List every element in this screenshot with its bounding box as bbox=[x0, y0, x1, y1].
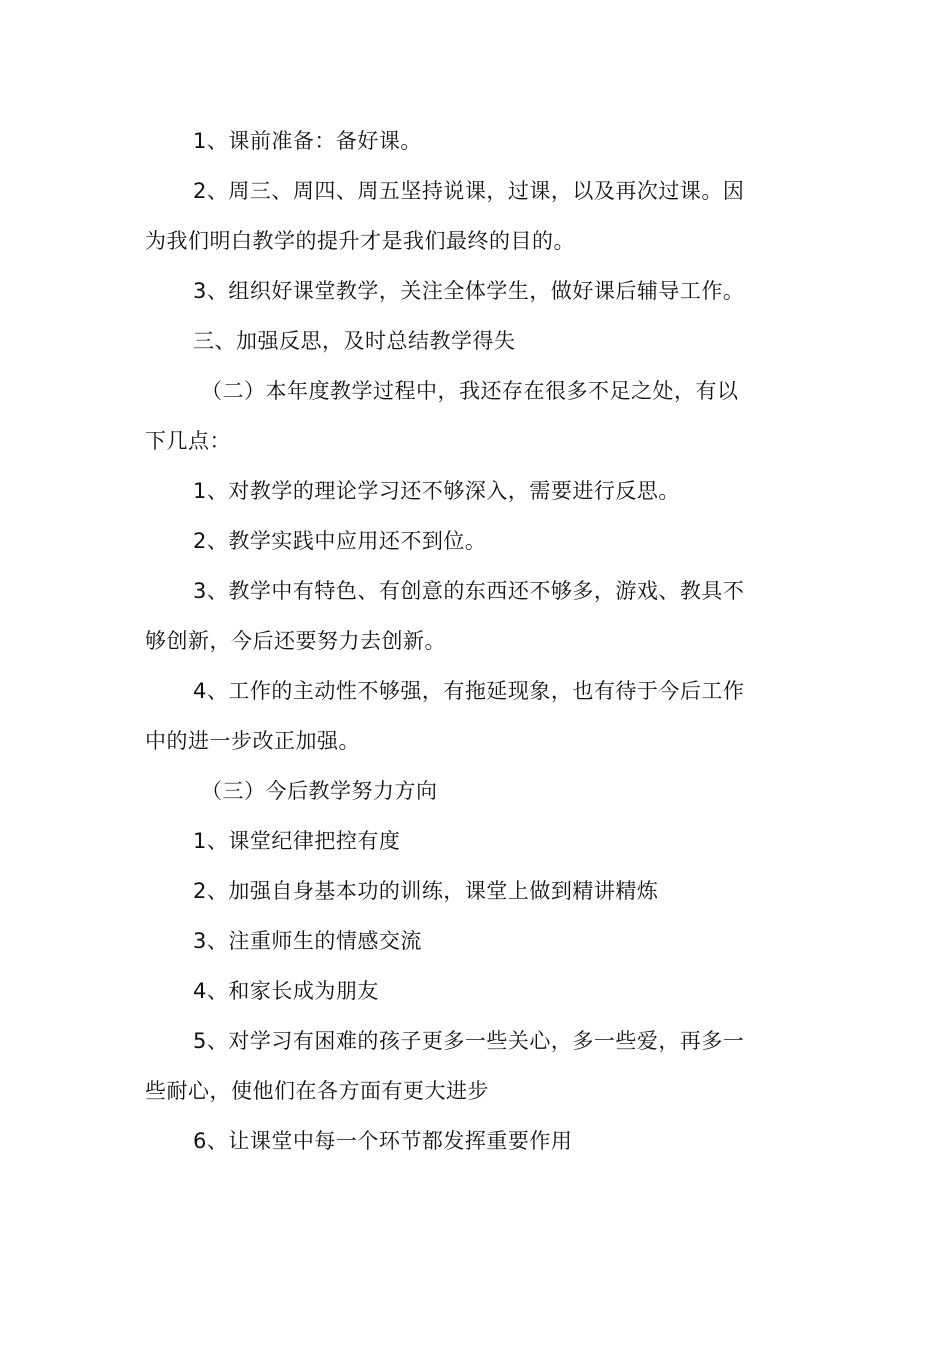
paragraph-direction-4: 4、和家长成为朋友 bbox=[193, 979, 379, 1003]
paragraph-shortcoming-3: 3、教学中有特色、有创意的东西还不够多，游戏、教具不够创新，今后还要努力去创新。 bbox=[145, 579, 745, 653]
paragraph-direction-6: 6、让课堂中每一个环节都发挥重要作用 bbox=[193, 1129, 573, 1153]
subsection-heading-2: （二）本年度教学过程中，我还存在很多不足之处，有以下几点： bbox=[145, 379, 739, 453]
paragraph-3: 3、组织好课堂教学，关注全体学生，做好课后辅导工作。 bbox=[193, 279, 745, 303]
paragraph-shortcoming-2: 2、教学实践中应用还不到位。 bbox=[193, 529, 487, 553]
paragraph-shortcoming-4: 4、工作的主动性不够强，有拖延现象，也有待于今后工作中的进一步改正加强。 bbox=[145, 679, 745, 753]
paragraph-direction-3: 3、注重师生的情感交流 bbox=[193, 929, 422, 953]
paragraph-direction-5: 5、对学习有困难的孩子更多一些关心，多一些爱，再多一些耐心，使他们在各方面有更大进步 bbox=[145, 1029, 745, 1103]
paragraph-1: 1、课前准备：备好课。 bbox=[193, 129, 422, 153]
section-heading-3: 三、加强反思，及时总结教学得失 bbox=[193, 329, 516, 353]
paragraph-2: 2、周三、周四、周五坚持说课，过课，以及再次过课。因为我们明白教学的提升才是我们最终的目的。 bbox=[145, 179, 745, 253]
paragraph-shortcoming-1: 1、对教学的理论学习还不够深入，需要进行反思。 bbox=[193, 479, 680, 503]
document-page bbox=[145, 116, 750, 1166]
subsection-heading-3: （三）今后教学努力方向 bbox=[201, 779, 438, 803]
paragraph-direction-2: 2、加强自身基本功的训练，课堂上做到精讲精炼 bbox=[193, 879, 659, 903]
paragraph-direction-1: 1、课堂纪律把控有度 bbox=[193, 829, 401, 853]
